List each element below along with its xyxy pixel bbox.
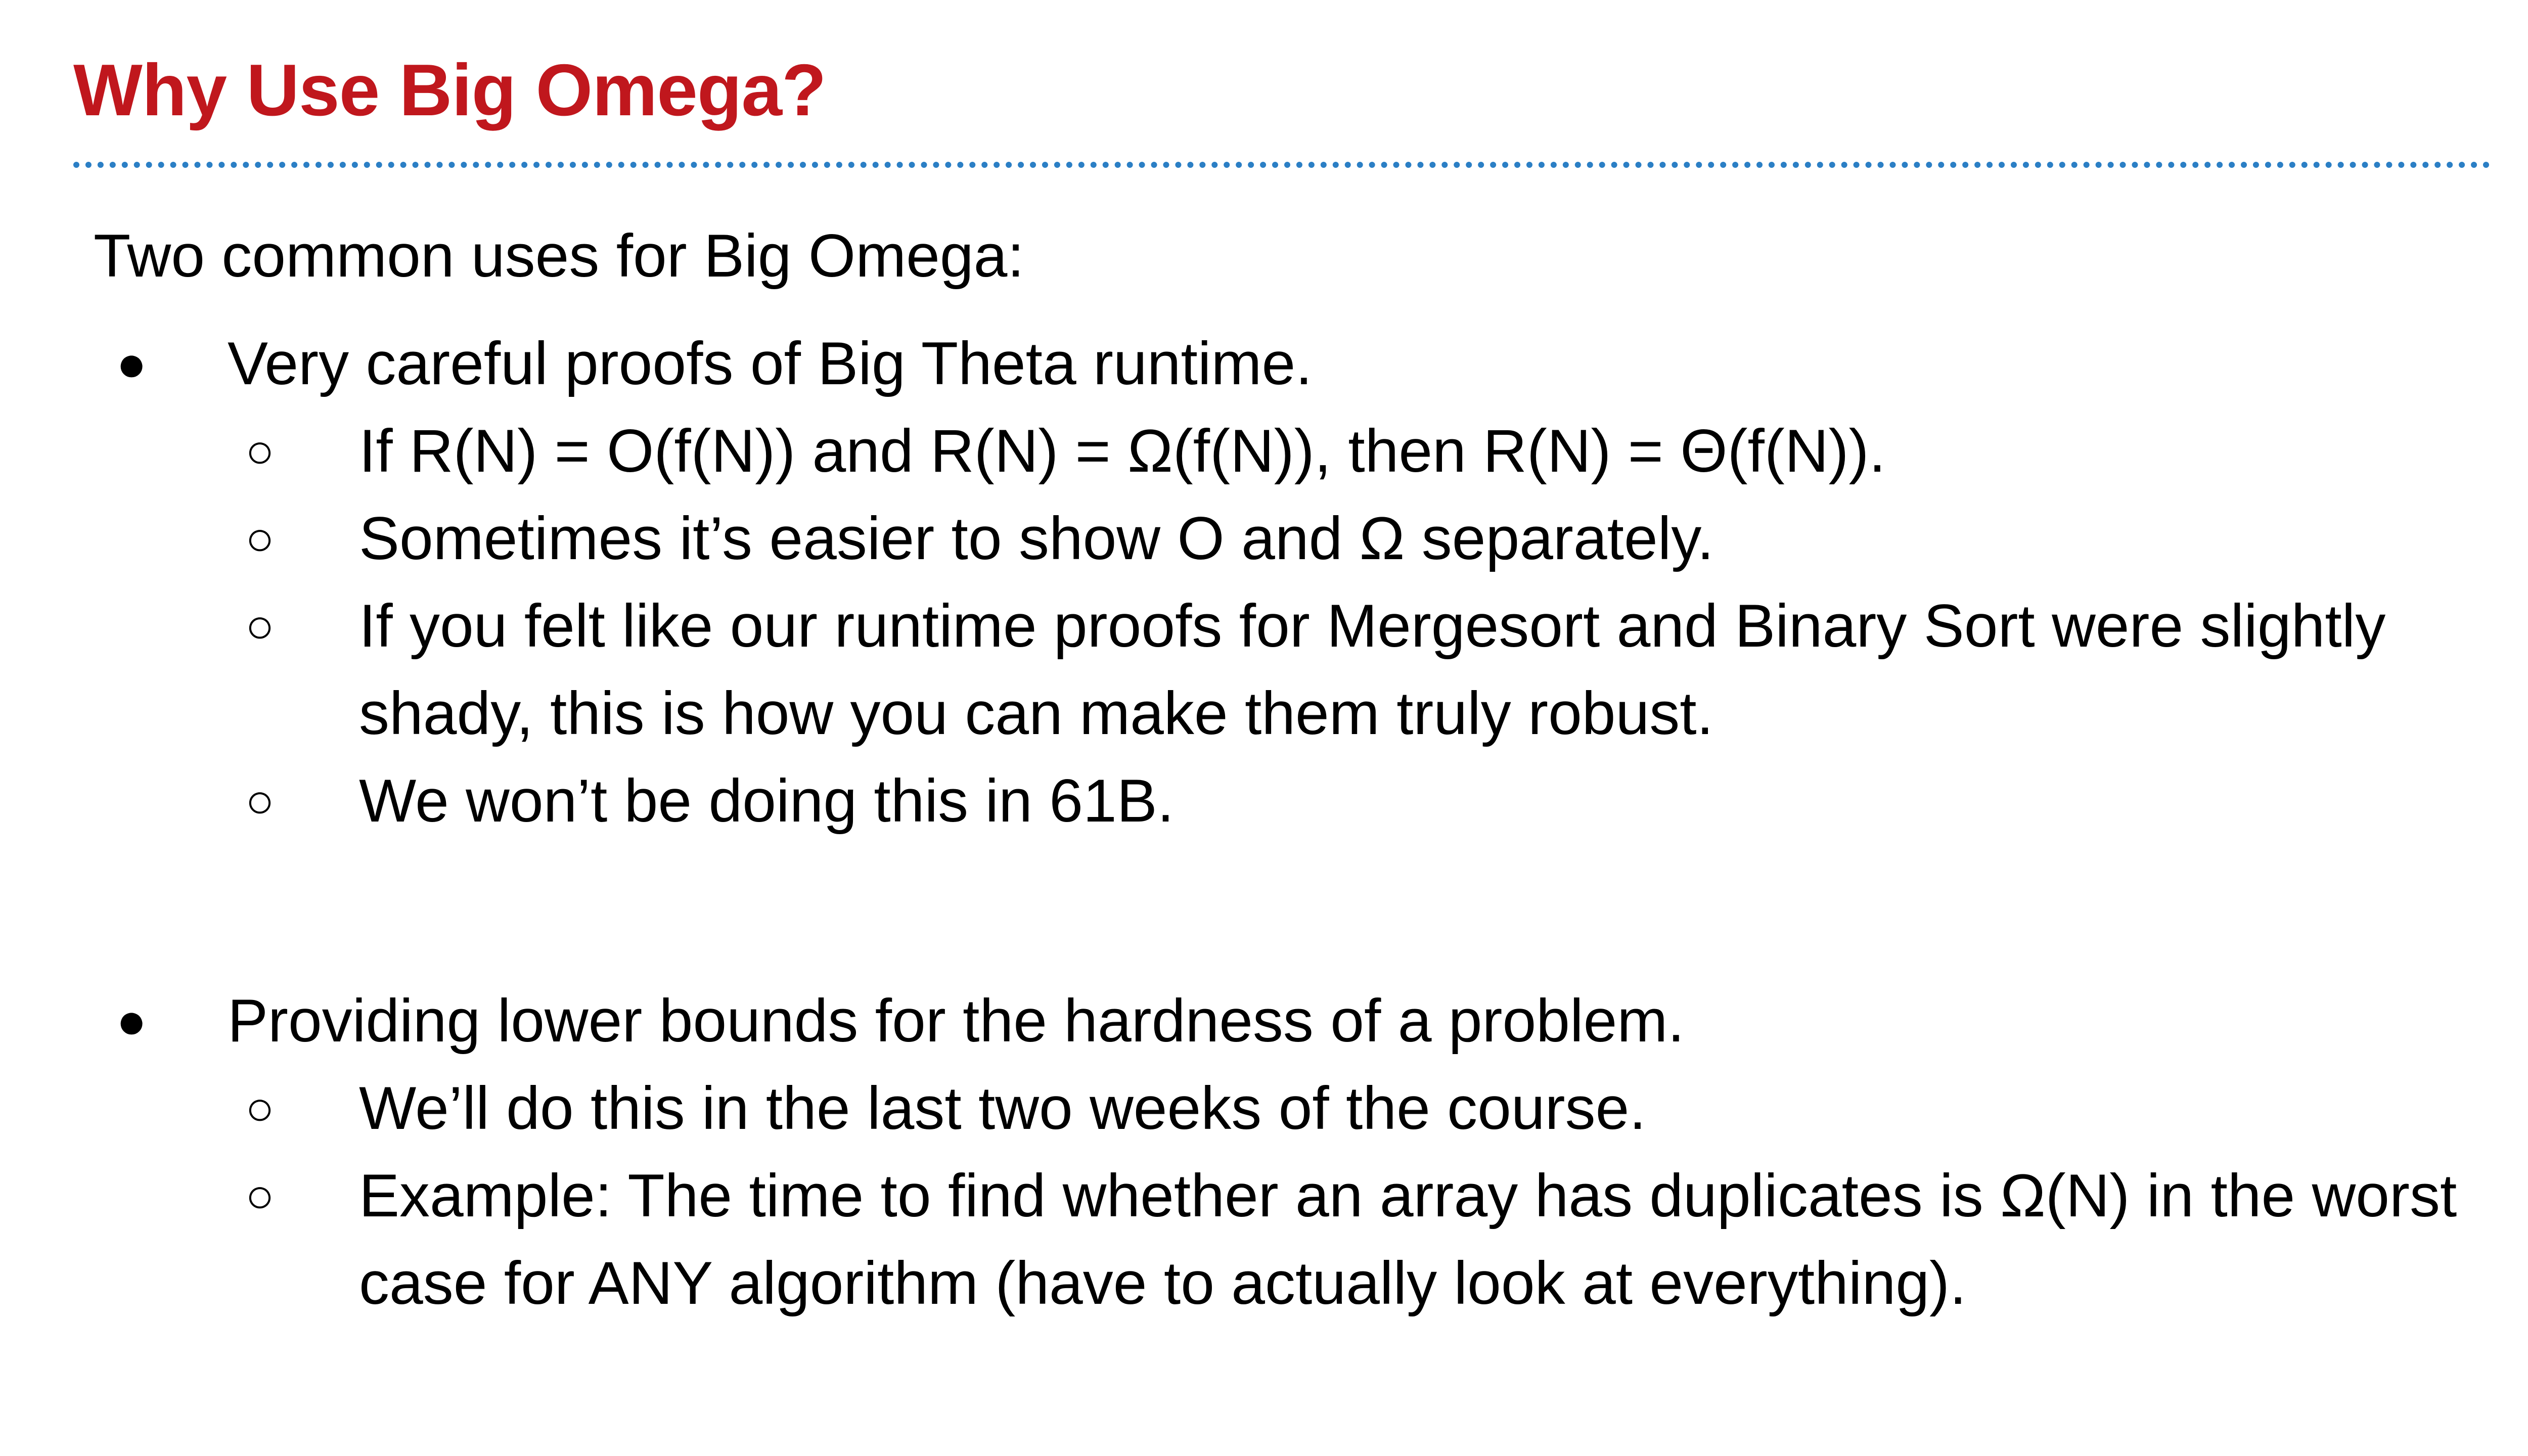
bullet-item [94,320,2520,407]
sub-bullet-item [94,1065,2520,1152]
bullet-text: Providing lower bounds for the hardness of a problem. [228,987,1685,1055]
sub-bullet-item [94,757,2520,845]
sub-bullet-text: If R(N) = O(f(N)) and R(N) = Ω(f(N)), then R(N) = Θ(f(N)). [359,417,1886,485]
slide-body [94,212,2520,1327]
sub-bullet-item [94,495,2520,582]
hollow-bullet-icon: ○ [245,774,275,828]
hollow-bullet-icon: ○ [245,599,275,653]
hollow-bullet-icon: ○ [245,1081,275,1135]
section-gap [94,845,2520,977]
slide-title: Why Use Big Omega? [73,49,826,131]
sub-bullet-text: We won’t be doing this in 61B. [359,767,1175,835]
intro-text: Two common uses for Big Omega: [94,222,1024,290]
sub-bullet-text: We’ll do this in the last two weeks of the course. [359,1074,1646,1142]
bullet-item [94,977,2520,1065]
bullet-list-2 [94,977,2520,1327]
sub-bullet-text: Example: The time to find whether an array has duplicates is Ω(N) in the worst case for ANY algorithm (have to actually look at everything). [359,1162,2457,1317]
sub-bullet-text: Sometimes it’s easier to show O and Ω separately. [359,505,1714,572]
bullet-list-1 [94,320,2520,845]
sub-bullet-text: If you felt like our runtime proofs for Mergesort and Binary Sort were slightly shady, this is how you can make them truly robust. [359,592,2386,747]
sub-bullet-item [94,407,2520,495]
filled-bullet-icon: ● [116,992,147,1049]
hollow-bullet-icon: ○ [245,512,275,566]
hollow-bullet-icon: ○ [245,424,275,478]
sub-bullet-item [94,1152,2520,1327]
sub-bullet-item [94,582,2520,757]
hollow-bullet-icon: ○ [245,1169,275,1223]
title-divider [73,162,2490,168]
filled-bullet-icon: ● [116,335,147,392]
bullet-text: Very careful proofs of Big Theta runtime. [228,330,1313,397]
